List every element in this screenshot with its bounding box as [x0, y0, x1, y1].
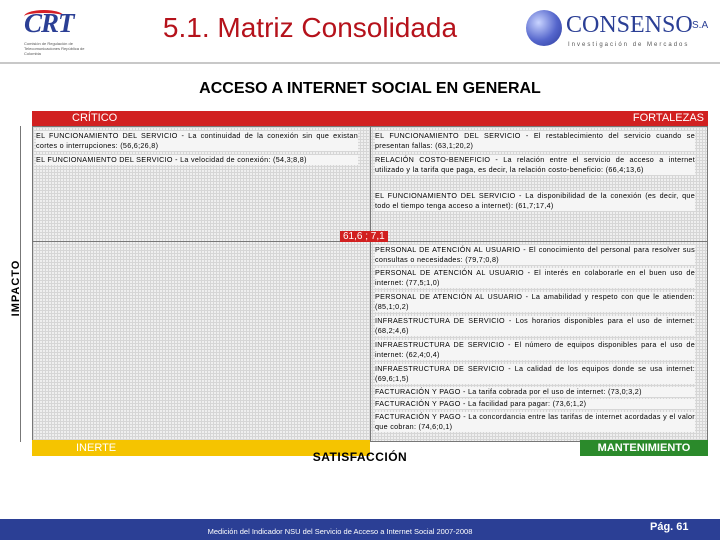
fortalezas-item: INFRAESTRUCTURA DE SERVICIO - El número de equipos disponibles para el uso de internet: (62,4;0,4)	[375, 340, 695, 359]
critico-item: EL FUNCIONAMIENTO DEL SERVICIO - La velocidad de conexión: (54,3;8,8)	[36, 155, 358, 165]
matrix-center-marker: 61,6 ; 7,1	[340, 231, 388, 242]
fortalezas-item: EL FUNCIONAMIENTO DEL SERVICIO - La disponibilidad de la conexión (es decir, que todo el tiempo tenga acceso a internet): (61,7;17,4)	[375, 191, 695, 210]
fortalezas-item: INFRAESTRUCTURA DE SERVICIO - Los horarios disponibles para el uso de internet: (68,2;4,6)	[375, 316, 695, 335]
crt-logo-text: CRT	[24, 8, 74, 38]
crt-logo	[20, 8, 100, 58]
page-title: 5.1. Matriz Consolidada	[162, 12, 458, 43]
header-divider	[0, 62, 720, 64]
critico-item: EL FUNCIONAMIENTO DEL SERVICIO - La continuidad de la conexión sin que existan cortes o interrupciones: (56,6;26,8)	[36, 131, 358, 150]
fortalezas-item: PERSONAL DE ATENCIÓN AL USUARIO - La amabilidad y respeto con que le atienden: (85,1;0,2)	[375, 292, 695, 311]
consenso-logo-subtext: Investigación de Mercados	[568, 42, 690, 48]
matrix-vertical-divider	[370, 126, 371, 442]
consenso-logo-sa: S.A	[692, 20, 709, 31]
globe-icon	[526, 10, 562, 46]
consenso-logo-text: CONSENSO	[566, 12, 693, 38]
crt-logo-subtext: Comisión de Regulación de Telecomunicaciones República de Colombia	[24, 41, 85, 56]
axis-label-impacto: IMPACTO	[10, 259, 22, 317]
quadrant-header-critico: CRÍTICO	[32, 111, 370, 126]
axis-label-satisfaccion: SATISFACCIÓN	[312, 450, 408, 464]
fortalezas-item: FACTURACIÓN Y PAGO - La concordancia entre las tarifas de internet acordadas y el valor que cobran: (74,6;0,1)	[375, 412, 695, 431]
quadrant-header-fortalezas: FORTALEZAS	[370, 111, 708, 126]
fortalezas-item: EL FUNCIONAMIENTO DEL SERVICIO - El restablecimiento del servicio cuando se presentan fallas: (63,1;20,2)	[375, 131, 695, 150]
fortalezas-item: INFRAESTRUCTURA DE SERVICIO - La calidad de los equipos donde se usa internet: (69,6;1,5)	[375, 364, 695, 383]
quadrant-header-mantenimiento: MANTENIMIENTO	[580, 440, 708, 456]
quadrant-header-inerte: INERTE	[32, 440, 370, 456]
fortalezas-item: RELACIÓN COSTO-BENEFICIO - La relación entre el servicio de acceso a internet utilizado y la tarifa que paga, es decir, la relación costo-beneficio: (66,4;13,6)	[375, 155, 695, 174]
fortalezas-item: FACTURACIÓN Y PAGO - La tarifa cobrada por el uso de internet: (73,0;3,2)	[375, 387, 695, 397]
matrix-subtitle: ACCESO A INTERNET SOCIAL EN GENERAL	[199, 80, 541, 97]
footer-text: Medición del Indicador NSU del Servicio de Acceso a Internet Social 2007-2008	[207, 527, 473, 536]
fortalezas-item: PERSONAL DE ATENCIÓN AL USUARIO - El conocimiento del personal para resolver sus consultas o necesidades: (79,7;0,8)	[375, 245, 695, 264]
fortalezas-item: FACTURACIÓN Y PAGO - La facilidad para pagar: (73,6;1,2)	[375, 399, 695, 409]
consenso-logo	[526, 8, 718, 54]
fortalezas-item: PERSONAL DE ATENCIÓN AL USUARIO - El interés en colaborarle en el buen uso de internet: (77,5;1,0)	[375, 268, 695, 287]
page-number: Pág. 61	[650, 521, 689, 533]
